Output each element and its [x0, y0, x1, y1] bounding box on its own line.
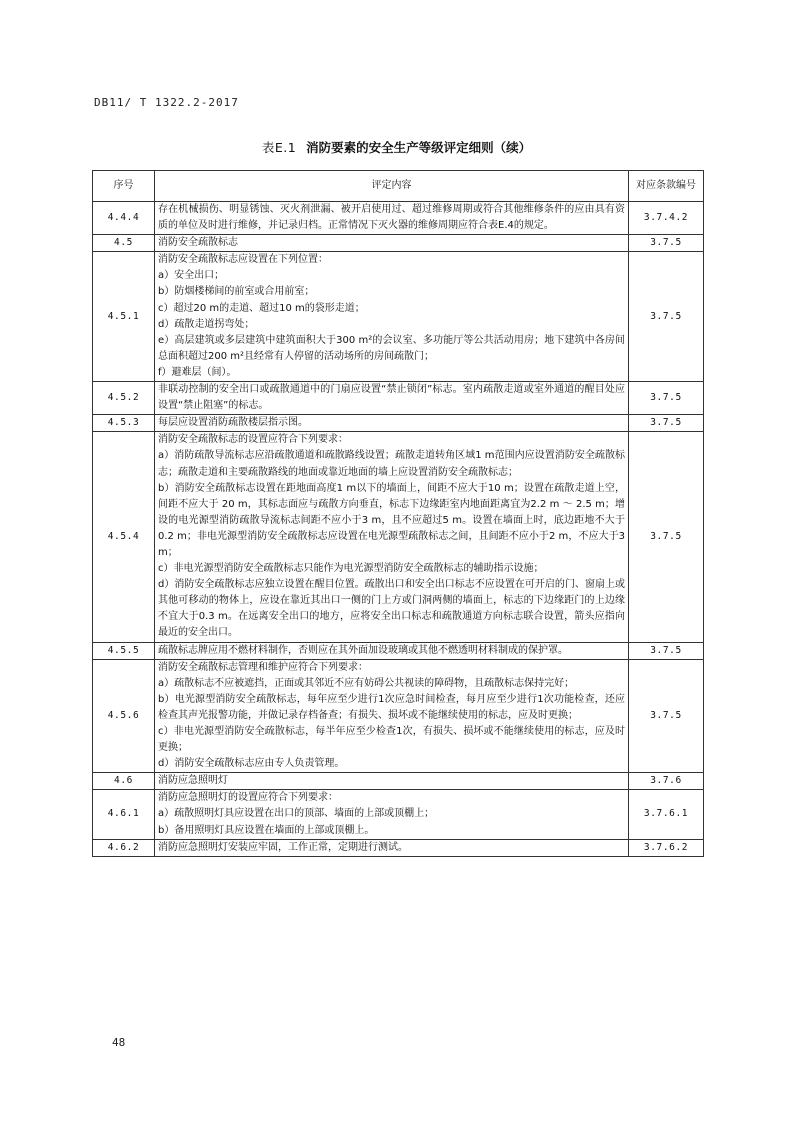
- table-row: [93, 642, 704, 659]
- table-header-row: [93, 171, 704, 202]
- item-number: 4.5.1: [93, 252, 155, 382]
- content-line: 消防应急照明灯安装应牢固，工作正常，定期进行测试。: [158, 841, 408, 853]
- table-title-text: 消防要素的安全生产等级评定细则（续）: [306, 140, 532, 155]
- content-line: b）电光源型消防安全疏散标志，每年应至少进行1次应急时间检查，每月应至少进行1次功能检查，还应检查其声光报警功能，并做记录存档备查；有损失、损坏或不能继续使用的标志，应及时更换；: [158, 693, 625, 721]
- clause-reference: 3.7.5: [629, 415, 704, 432]
- clause-reference: 3.7.5: [629, 432, 704, 642]
- table-row: [93, 839, 704, 856]
- clause-reference: 3.7.6: [629, 773, 704, 790]
- item-number: 4.6.1: [93, 790, 155, 839]
- content-line: c）非电光源型消防安全疏散标志只能作为电光源型消防安全疏散标志的辅助指示设施；: [158, 563, 544, 575]
- clause-reference: 3.7.5: [629, 642, 704, 659]
- page-number: 48: [112, 1036, 126, 1049]
- table-row: [93, 235, 704, 252]
- item-content: [155, 659, 629, 773]
- item-number: 4.4.4: [93, 202, 155, 235]
- table-body: [93, 202, 704, 857]
- table-number: 表E.1: [261, 140, 297, 155]
- content-line: 消防安全疏散标志: [158, 237, 238, 249]
- item-content: [155, 773, 629, 790]
- table-row: [93, 773, 704, 790]
- item-content: [155, 252, 629, 382]
- content-line: 消防安全疏散标志的设置应符合下列要求：: [158, 434, 348, 446]
- item-content: [155, 415, 629, 432]
- clause-reference: 3.7.5: [629, 235, 704, 252]
- content-line: b）备用照明灯具应设置在墙面的上部或顶棚上。: [158, 824, 375, 836]
- column-header-no: 序号: [93, 171, 155, 202]
- item-number: 4.6.2: [93, 839, 155, 856]
- content-line: b）防烟楼梯间的前室或合用前室；: [158, 286, 315, 298]
- content-line: b）消防安全疏散标志设置在距地面高度1 m以下的墙面上，间距不应大于10 m；设置在疏散走道上空，间距不应大于 20 m，其标志面应与疏散方向垂直，标志下边缘距室内地面距离宜为2.2 m ～ 2.5 m；增设的电光源型消防疏散导流标志间距不应小于3 m，且不应超过5 m。设置在墙面上时，底边距地不大于0.2 m；非电光源型消防安全疏散标志应设置在电光源型疏散标志之间，且间距不应小于2 m，不应大于3 m；: [158, 482, 625, 558]
- item-content: [155, 235, 629, 252]
- clause-reference: 3.7.6.1: [629, 790, 704, 839]
- column-header-content: 评定内容: [155, 171, 629, 202]
- table-row: [93, 659, 704, 773]
- content-line: d）消防安全疏散标志应独立设置在醒目位置。疏散出口和安全出口标志不应设置在可开启的门、窗扇上或其他可移动的物体上，应设在靠近其出口一侧的门上方或门洞两侧的墙面上，标志的下边缘距门的上边缘不宜大于0.3 m。在远离安全出口的地方，应将安全出口标志和疏散通道方向标志联合设置，箭头应指向最近的安全出口。: [158, 579, 625, 639]
- item-content: [155, 382, 629, 415]
- table-row: [93, 382, 704, 415]
- content-line: 消防应急照明灯的设置应符合下列要求：: [158, 792, 338, 804]
- table-row: [93, 202, 704, 235]
- content-line: 非联动控制的安全出口或疏散通道中的门扇应设置“禁止锁闭”标志。室内疏散走道或室外通道的醒目处应设置“禁止阻塞”的标志。: [158, 384, 625, 412]
- item-number: 4.6: [93, 773, 155, 790]
- content-line: a）消防疏散导流标志应沿疏散通道和疏散路线设置；疏散走道转角区域1 m范围内应设置消防安全疏散标志；疏散走道和主要疏散路线的地面或靠近地面的墙上应设置消防安全疏散标志；: [158, 450, 625, 478]
- document-code: DB11/ T 1322.2-2017: [94, 96, 239, 109]
- clause-reference: 3.7.5: [629, 382, 704, 415]
- content-line: f）避难层（间）。: [158, 366, 237, 378]
- item-number: 4.5.3: [93, 415, 155, 432]
- content-line: 存在机械损伤、明显锈蚀、灭火剂泄漏、被开启使用过、超过维修周期或符合其他维修条件的应由具有资质的单位及时进行维修，并记录归档。正常情况下灭火器的维修周期应符合表E.4的规定。: [158, 204, 625, 232]
- content-line: d）消防安全疏散标志应由专人负责管理。: [158, 758, 345, 770]
- content-line: 消防安全疏散标志管理和维护应符合下列要求：: [158, 661, 368, 673]
- content-line: c）非电光源型消防安全疏散标志，每半年应至少检查1次，有损失、损坏或不能继续使用的标志，应及时更换；: [158, 726, 625, 754]
- content-line: 消防安全疏散标志应设置在下列位置：: [158, 254, 328, 266]
- table-row: [93, 252, 704, 382]
- clause-reference: 3.7.6.2: [629, 839, 704, 856]
- item-content: [155, 790, 629, 839]
- content-line: a）安全出口；: [158, 270, 225, 282]
- table-row: [93, 432, 704, 642]
- content-line: d）疏散走道拐弯处；: [158, 318, 255, 330]
- content-line: a）疏散照明灯具应设置在出口的顶部、墙面的上部或顶棚上；: [158, 808, 435, 820]
- item-number: 4.5: [93, 235, 155, 252]
- content-line: c）超过20 m的走道、超过10 m的袋形走道；: [158, 302, 365, 314]
- content-line: 消防应急照明灯: [158, 775, 228, 787]
- clause-reference: 3.7.4.2: [629, 202, 704, 235]
- content-line: 每层应设置消防疏散楼层指示图。: [158, 417, 308, 429]
- table-row: [93, 790, 704, 839]
- item-number: 4.5.2: [93, 382, 155, 415]
- item-content: [155, 642, 629, 659]
- column-header-ref: 对应条款编号: [629, 171, 704, 202]
- content-line: a）疏散标志不应被遮挡，正面或其邻近不应有妨碍公共视读的障碍物，且疏散标志保持完好；: [158, 677, 575, 689]
- evaluation-table: [92, 170, 704, 857]
- item-number: 4.5.6: [93, 659, 155, 773]
- clause-reference: 3.7.5: [629, 252, 704, 382]
- content-line: e）高层建筑或多层建筑中建筑面积大于300 m²的会议室、多功能厅等公共活动用房；地下建筑中各房间总面积超过200 m²且经常有人停留的活动场所的房间疏散门；: [158, 334, 625, 362]
- item-content: [155, 839, 629, 856]
- table-row: [93, 415, 704, 432]
- item-content: [155, 202, 629, 235]
- item-number: 4.5.5: [93, 642, 155, 659]
- clause-reference: 3.7.5: [629, 659, 704, 773]
- content-line: 疏散标志牌应用不燃材料制作，否则应在其外面加设玻璃或其他不燃透明材料制成的保护罩。: [158, 644, 568, 656]
- table-title: [0, 138, 793, 156]
- item-number: 4.5.4: [93, 432, 155, 642]
- item-content: [155, 432, 629, 642]
